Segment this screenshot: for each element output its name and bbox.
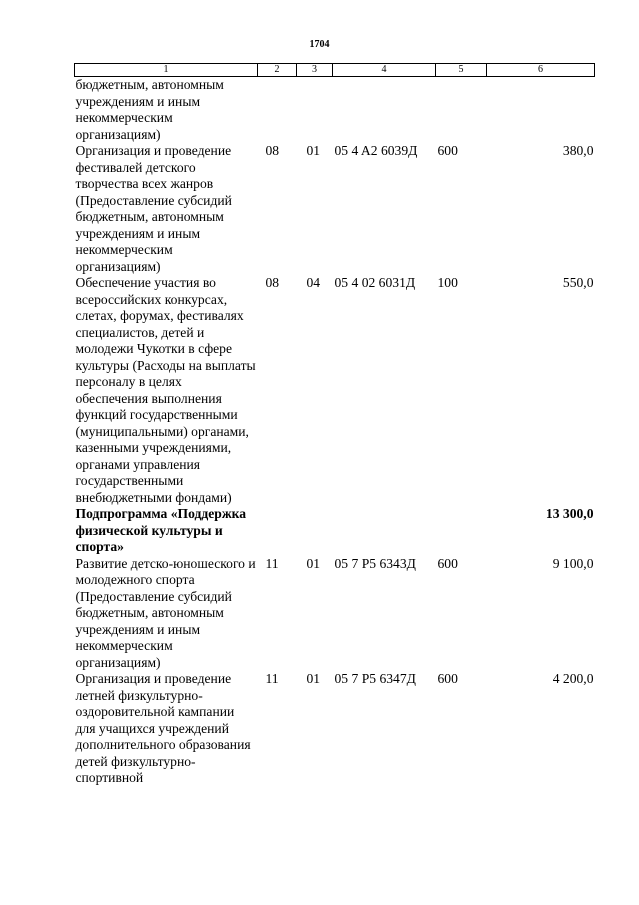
header-col-3: 3 [297, 64, 333, 77]
header-col-2: 2 [258, 64, 297, 77]
row-name: Организация и проведение летней физкультурно-оздоровительной кампании для учащихся учреждений дополнительного образования детей физкультурно-спортивной [75, 671, 251, 785]
row-expense-type [436, 77, 487, 144]
row-expense-type: 100 [437, 275, 458, 290]
row-amount [487, 77, 595, 144]
header-col-4: 4 [333, 64, 436, 77]
table-row [75, 77, 595, 144]
subprogram-row [75, 506, 595, 556]
row-section-code: 11 [265, 671, 279, 686]
row-name: Обеспечение участия во всероссийских конкурсах, слетах, форумах, фестивалях специалистов, детей и молодежи Чукотки в сфере культуры (Расходы на выплаты персоналу в целях обеспечения выполнения функций государственными (муниципальными) органами, казенными учреждениями, органами управления государственными внебюджетными фондами) [75, 275, 256, 505]
page-number: 1704 [309, 39, 330, 50]
row-expense-type: 600 [437, 671, 458, 686]
row-section-code [258, 506, 297, 556]
row-amount: 550,0 [562, 275, 594, 290]
table-row [75, 275, 595, 506]
row-amount: 9 100,0 [552, 555, 594, 571]
row-subsection-code [297, 506, 333, 556]
table-row [75, 671, 595, 787]
header-col-1: 1 [75, 64, 258, 77]
row-expense-type: 600 [437, 555, 458, 571]
header-col-6: 6 [487, 64, 595, 77]
row-subsection-code: 04 [306, 275, 321, 290]
row-amount: 380,0 [562, 143, 594, 158]
table-header-row [75, 64, 595, 77]
row-section-code: 11 [265, 555, 279, 571]
row-target-article: 05 7 P5 6343Д [334, 555, 416, 571]
table-row [75, 556, 595, 672]
row-subsection-code: 01 [306, 671, 321, 686]
budget-table [74, 63, 595, 787]
row-section-code [258, 77, 297, 144]
row-section-code: 08 [265, 275, 280, 290]
row-expense-type: 600 [437, 143, 458, 158]
row-amount: 4 200,0 [552, 671, 594, 686]
row-subsection-code: 01 [306, 555, 321, 571]
row-target-article [333, 77, 436, 144]
row-target-article: 05 7 P5 6347Д [334, 671, 416, 686]
row-name: Развитие детско-юношеского и молодежного спорта (Предоставление субсидий бюджетным, автономным учреждениям и иным некоммерческим организациям) [75, 555, 256, 670]
row-section-code: 08 [265, 143, 280, 158]
header-col-5: 5 [436, 64, 487, 77]
table-row [75, 143, 595, 275]
row-name: Организация и проведение фестивалей детского творчества всех жанров (Предоставление субсидий бюджетным, автономным учреждениям и иным некоммерческим организациям) [75, 143, 232, 274]
row-subsection-code [297, 77, 333, 144]
row-expense-type [436, 506, 487, 556]
row-subsection-code: 01 [306, 143, 321, 158]
subprogram-title: Подпрограмма «Поддержка физической культуры и спорта» [75, 506, 247, 554]
row-name: бюджетным, автономным учреждениям и иным некоммерческим организациям) [75, 77, 224, 142]
row-target-article: 05 4 A2 6039Д [334, 143, 418, 158]
subprogram-total: 13 300,0 [545, 506, 594, 521]
row-target-article: 05 4 02 6031Д [334, 275, 416, 290]
row-target-article [333, 506, 436, 556]
